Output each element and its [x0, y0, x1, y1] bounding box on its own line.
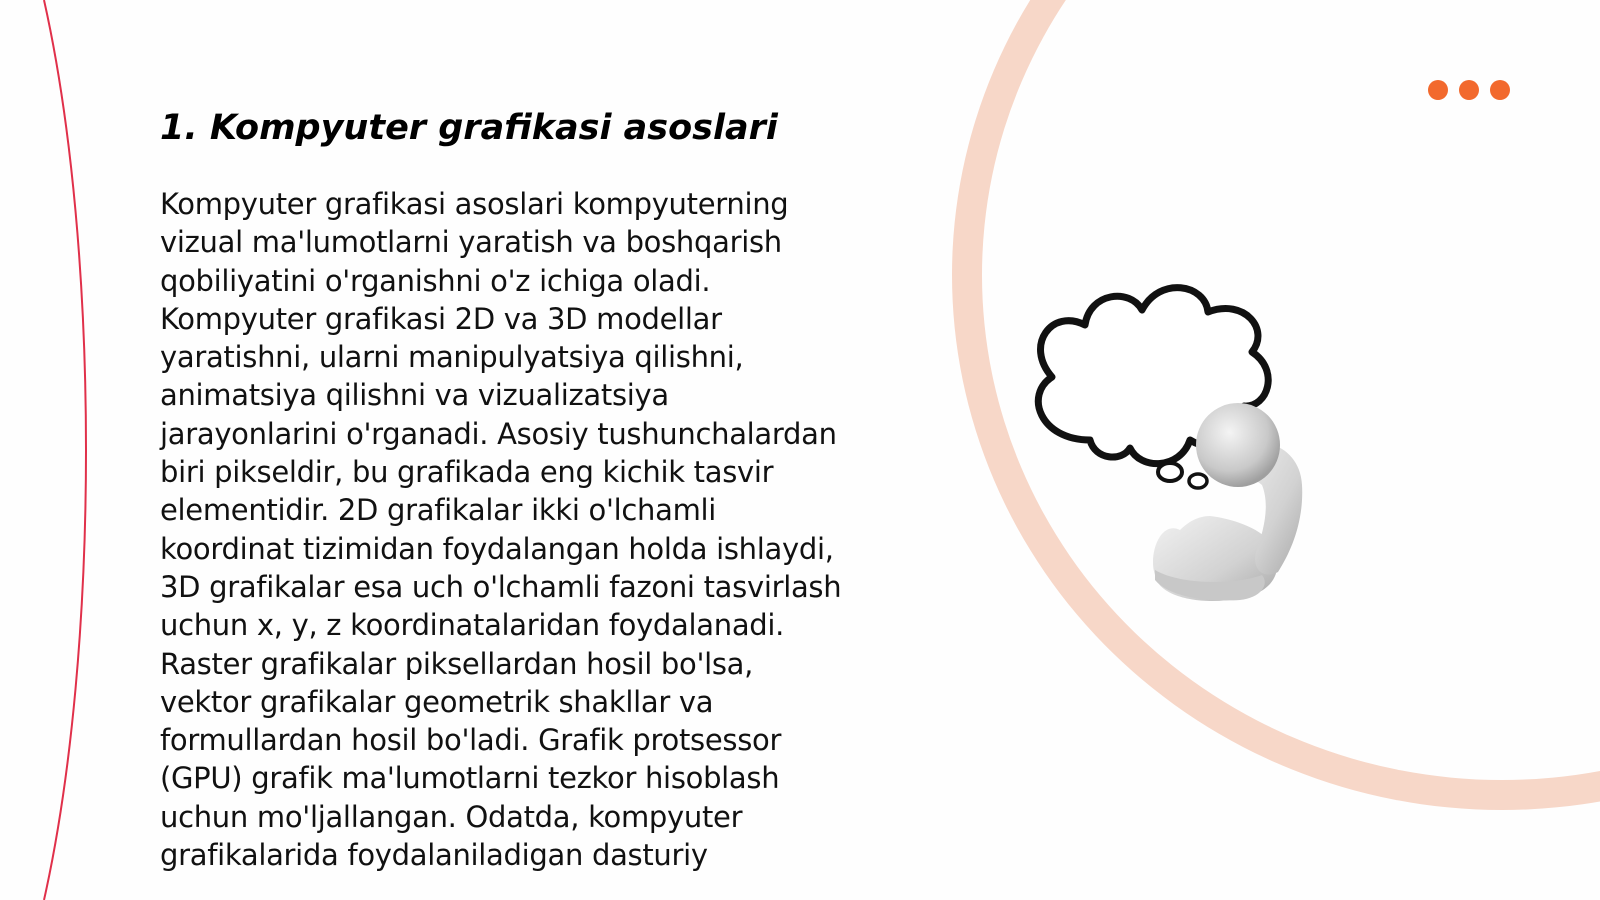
- dot-3: [1490, 80, 1510, 100]
- slide-body-text: Kompyuter grafikasi asoslari kompyuterning vizual ma'lumotlarni yaratish va boshqarish qobiliyatini o'rganishni o'z ichiga oladi. Kompyuter grafikasi 2D va 3D modellar yaratishni, ularni manipulyatsiya qilishni, animatsiya qilishni va vizualizatsiya jarayonlarini o'rganadi. Asosiy tushunchalardan biri pikseldir, bu grafikada eng kichik tasvir elementidir. 2D grafikalar ikki o'lchamli koordinat tizimidan foydalangan holda ishlaydi, 3D grafikalar esa uch o'lchamli fazoni tasvirlash uchun x, y, z koordinatalaridan foydalanadi. Raster grafikalar piksellardan hosil bo'lsa, vektor grafikalar geometrik shakllar va formullardan hosil bo'ladi. Grafik protsessor (GPU) grafik ma'lumotlarni tezkor hisoblash uchun mo'ljallangan. Odatda, kompyuter grafikalarida foydalaniladigan dasturiy: [160, 187, 842, 873]
- thinking-person-icon: [1030, 280, 1350, 620]
- dot-2: [1459, 80, 1479, 100]
- three-dots-icon: [1428, 80, 1510, 100]
- slide-title: 1. Kompyuter grafikasi asoslari: [160, 108, 778, 148]
- dot-1: [1428, 80, 1448, 100]
- left-arc-decoration: [0, 0, 120, 900]
